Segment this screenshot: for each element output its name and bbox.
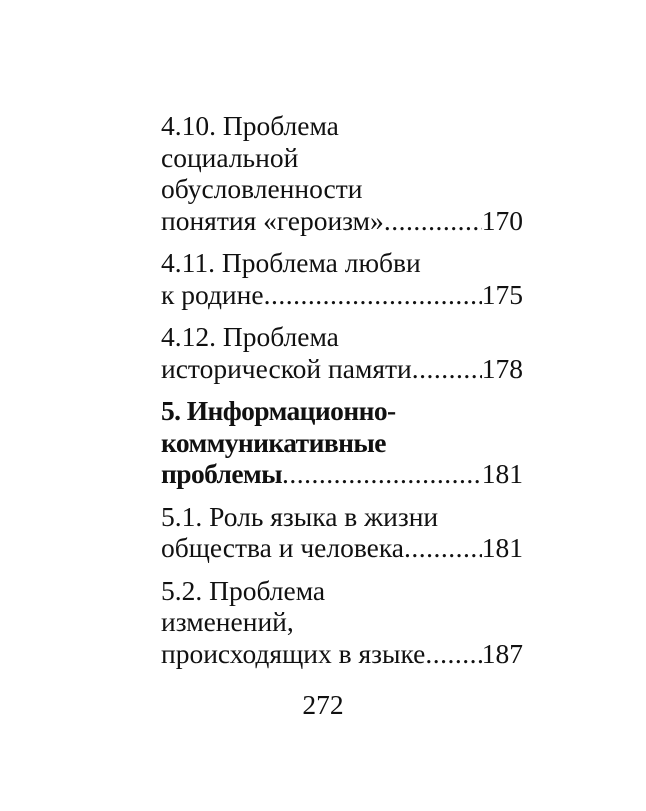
toc-page-number: 181 bbox=[481, 532, 523, 563]
toc-entry-text: исторической памяти bbox=[161, 352, 412, 384]
dot-leader bbox=[264, 279, 482, 311]
toc-entry-last-line bbox=[161, 279, 523, 311]
toc-section-heading-line: 5. Информационно- bbox=[161, 395, 396, 426]
toc-entry-text: понятия «героизм» bbox=[161, 204, 384, 236]
toc-entry-text: к родине bbox=[161, 278, 264, 310]
toc-entry-last-line bbox=[161, 458, 523, 490]
toc-page-number: 178 bbox=[481, 352, 523, 384]
toc-page-number: 187 bbox=[481, 637, 523, 669]
dot-leader bbox=[384, 205, 482, 237]
toc-entry-last-line bbox=[161, 532, 523, 564]
toc-entry-line: 5.2. Проблема bbox=[161, 574, 326, 606]
page-number: 272 bbox=[302, 689, 344, 720]
toc-entry-line: социальной bbox=[161, 141, 299, 173]
toc-entry-line: 4.12. Проблема bbox=[161, 321, 339, 352]
toc-page-number: 170 bbox=[481, 204, 523, 236]
toc-entry-last-line bbox=[161, 353, 523, 385]
toc-entry-last-line bbox=[161, 638, 523, 670]
dot-leader bbox=[412, 353, 482, 385]
dot-leader bbox=[425, 638, 481, 670]
dot-leader bbox=[404, 532, 482, 564]
toc-entry-4-10 bbox=[161, 110, 523, 236]
toc-entry-5-2 bbox=[161, 575, 523, 670]
toc-entry-4-12 bbox=[161, 321, 523, 384]
toc-entry-line: 5.1. Роль языка в жизни bbox=[161, 500, 439, 532]
toc-section-heading-line: коммуникативные bbox=[161, 426, 386, 458]
toc-entry-line: изменений, bbox=[161, 606, 294, 637]
toc-section-5 bbox=[161, 395, 523, 490]
toc-entry-line: обусловленности bbox=[161, 173, 363, 204]
toc-page-number: 175 bbox=[481, 278, 523, 310]
toc-entry-text: происходящих в языке bbox=[161, 637, 426, 669]
toc-page-number: 181 bbox=[481, 458, 523, 489]
toc-entry-line: 4.11. Проблема любви bbox=[161, 247, 421, 278]
toc-entry-line: 4.10. Проблема bbox=[161, 110, 339, 141]
toc-entry-4-11 bbox=[161, 247, 523, 310]
dot-leader bbox=[282, 458, 482, 490]
toc-section-heading-text: проблемы bbox=[161, 458, 282, 489]
table-of-contents bbox=[161, 110, 523, 680]
toc-entry-last-line bbox=[161, 205, 523, 237]
toc-entry-5-1 bbox=[161, 501, 523, 564]
toc-entry-text: общества и человека bbox=[161, 532, 405, 563]
